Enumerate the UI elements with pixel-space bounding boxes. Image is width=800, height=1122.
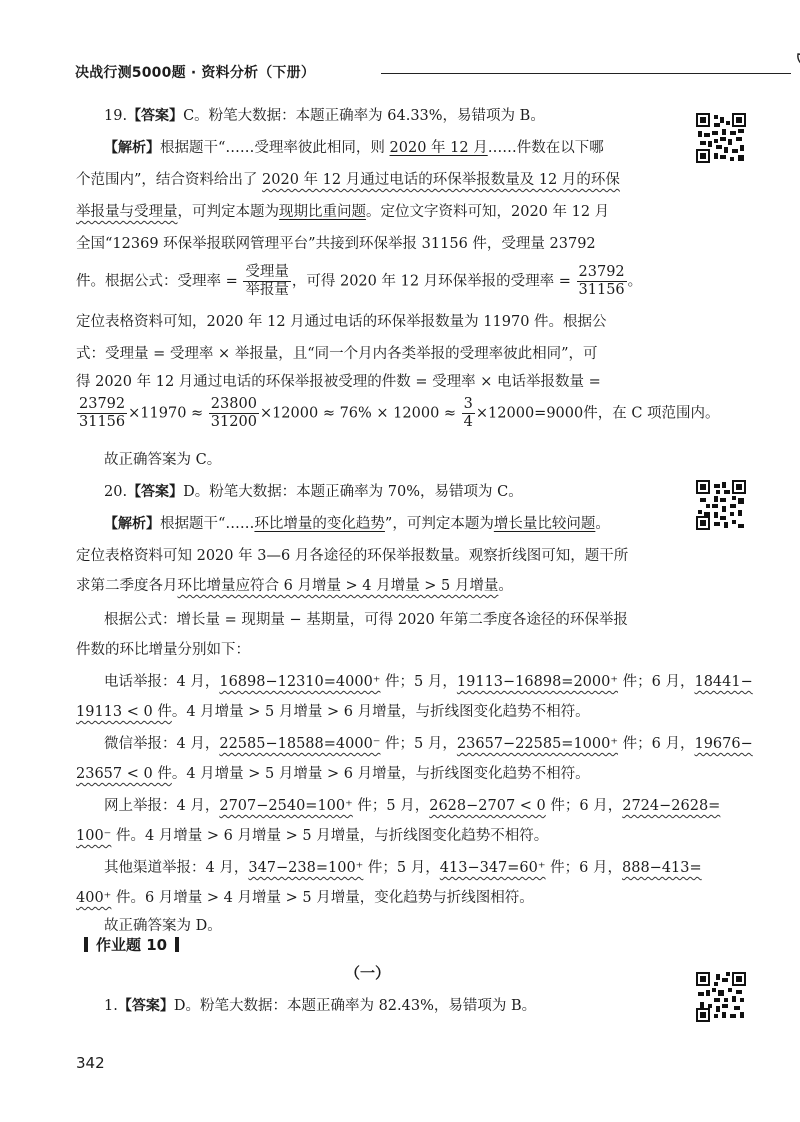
- fraction: $\frac{\text{受理量}}{\text{举报量}}$: [245, 264, 289, 298]
- q20-formula-line-1: 根据公式：增长量 = 现期量 − 基期量，可得 2020 年第二季度各途径的环保举报: [104, 612, 628, 628]
- question-number: 1.: [104, 998, 118, 1014]
- q20-analysis-line-2: 定位表格资料可知 2020 年 3—6 月各途径的环保举报数量。观察折线图可知，题干所: [76, 548, 629, 564]
- wechat-report-line-1: 微信举报：4 月，22585−18588=4000⁻ 件；5 月，23657−22585=1000⁺ 件；6 月，19676−: [104, 736, 753, 752]
- q19-analysis-line-4: 全国“12369 环保举报联网管理平台”共接到环保举报 31156 件，受理量 23792: [76, 236, 596, 252]
- wechat-report-line-2: 23657 < 0 件。4 月增量 > 5 月增量 > 6 月增量，与折线图变化趋势不相符。: [76, 766, 590, 782]
- part-title: （一）: [345, 964, 391, 982]
- q1-answer-line: [104, 990, 714, 1022]
- answer-text: D。粉笔大数据：本题正确率为 82.43%，易错项为 B。: [173, 998, 537, 1014]
- q19-estimation-formula: $\frac{23792}{31156}$ ×11970 ≈ $\frac{23800}{31200}$ ×12000 ≈ 76% × 12000 ≈ $\frac{3}{4}$ ×12000=9000件，在 C 项范围内。: [79, 396, 720, 430]
- q19-answer-line: [104, 100, 686, 132]
- q20-analysis-line-1: 【解析】根据题干“……环比增量的变化趋势”，可判定本题为增长量比较问题。: [104, 516, 610, 532]
- qr-code-icon[interactable]: [696, 113, 746, 163]
- header-rule: [381, 73, 791, 74]
- sprout-icon: [791, 50, 800, 84]
- underlined-keyword: 2020 年 12 月: [389, 140, 488, 156]
- fraction: $\frac{23792}{31156}$: [578, 264, 625, 298]
- qr-code-icon[interactable]: [696, 480, 746, 530]
- underlined-keyword: 环比增量的变化趋势: [254, 516, 385, 532]
- wavy-keyword: 环比增量应符合 6 月增量 > 4 月增量 > 5 月增量: [177, 578, 499, 594]
- fraction: $\frac{23800}{31200}$: [210, 396, 257, 430]
- q20-formula-line-2: 件数的环比增量分别如下：: [76, 642, 250, 658]
- fraction: $\frac{3}{4}$: [463, 396, 473, 430]
- fraction: $\frac{23792}{31156}$: [79, 396, 126, 430]
- underlined-keyword: 现期比重问题: [279, 204, 366, 220]
- q19-analysis-line-6: 定位表格资料可知，2020 年 12 月通过电话的环保举报数量为 11970 件。根据公: [76, 314, 607, 330]
- q20-analysis-line-3: 求第二季度各月环比增量应符合 6 月增量 > 4 月增量 > 5 月增量。: [76, 578, 513, 594]
- q19-analysis-line-3: 举报量与受理量，可判定本题为现期比重问题。定位文字资料可知，2020 年 12 月: [76, 204, 610, 220]
- other-report-line-2: 400⁺ 件。6 月增量 > 4 月增量 > 5 月增量，变化趋势与折线图相符。: [76, 890, 534, 906]
- q20-answer-line: [104, 476, 686, 508]
- answer-text: C。粉笔大数据：本题正确率为 64.33%，易错项为 B。: [183, 108, 545, 124]
- header-title: 决战行测5000题 · 资料分析（下册）: [75, 65, 316, 81]
- phone-report-line-1: 电话举报：4 月，16898−12310=4000⁺ 件；5 月，19113−16898=2000⁺ 件；6 月，18441−: [104, 674, 753, 690]
- answer-tag: 【答案】: [127, 108, 184, 124]
- wavy-keyword: 2020 年 12 月通过电话的环保举报数量及 12 月的环保: [262, 172, 620, 188]
- question-number: 19.: [104, 108, 128, 124]
- q19-analysis-line-8: 得 2020 年 12 月通过电话的环保举报被受理的件数 = 受理率 × 电话举报数量 =: [76, 374, 601, 390]
- q20-conclusion: 故正确答案为 D。: [104, 918, 222, 934]
- heading-bar-left: [84, 937, 88, 952]
- page-number: 342: [76, 1054, 105, 1072]
- q19-conclusion: 故正确答案为 C。: [104, 452, 222, 468]
- analysis-tag: 【解析】: [104, 140, 160, 156]
- answer-text: D。粉笔大数据：本题正确率为 70%，易错项为 C。: [183, 484, 523, 500]
- wavy-keyword: 举报量与受理量: [76, 204, 178, 220]
- analysis-tag: 【解析】: [104, 516, 160, 532]
- running-header: [75, 62, 755, 84]
- other-report-line-1: 其他渠道举报：4 月，347−238=100⁺ 件；5 月，413−347=60⁺ 件；6 月，888−413=: [104, 860, 702, 876]
- answer-tag: 【答案】: [127, 484, 184, 500]
- section-heading: 作业题 10: [76, 934, 187, 955]
- question-number: 20.: [104, 484, 128, 500]
- q19-analysis-line-1: 【解析】根据题干“……受理率彼此相同，则 2020 年 12 月……件数在以下哪: [104, 140, 604, 156]
- q19-analysis-line-7: 式：受理量 = 受理率 × 举报量，且“同一个月内各类举报的受理率彼此相同”，可: [76, 346, 598, 362]
- phone-report-line-2: 19113 < 0 件。4 月增量 > 5 月增量 > 6 月增量，与折线图变化趋势不相符。: [76, 704, 590, 720]
- answer-tag: 【答案】: [117, 998, 174, 1014]
- online-report-line-2: 100⁻ 件。4 月增量 > 6 月增量 > 5 月增量，与折线图变化趋势不相符。: [76, 828, 549, 844]
- underlined-keyword: 增长量比较问题: [493, 516, 596, 532]
- heading-bar-right: [175, 937, 179, 952]
- online-report-line-1: 网上举报：4 月，2707−2540=100⁺ 件；5 月，2628−2707 < 0 件；6 月，2724−2628=: [104, 798, 721, 814]
- q19-analysis-line-2: 个范围内”，结合资料给出了 2020 年 12 月通过电话的环保举报数量及 12 月的环保: [76, 172, 620, 188]
- q19-analysis-line-5: 件。根据公式：受理率 = $\frac{\text{受理量}}{\text{举报量}}$ ，可得 2020 年 12 月环保举报的受理率 = $\frac{23792}{31156}$ 。: [76, 264, 643, 298]
